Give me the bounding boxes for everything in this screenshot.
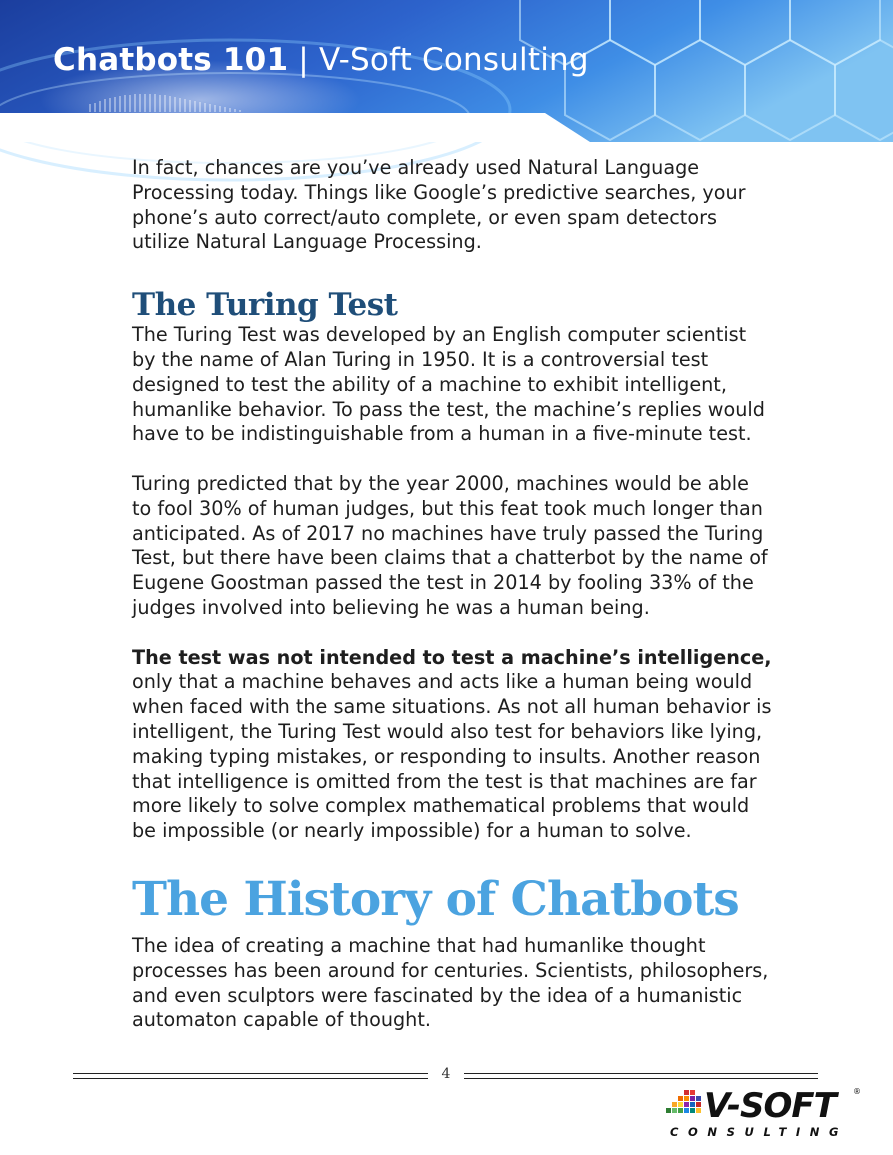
history-paragraph-1: The idea of creating a machine that had humanlike thought processes has been around for centuries. Scientists, philosophers, and even sculptors were fascinated by the idea of a humanistic automaton capable of thought.	[132, 933, 769, 1032]
turing-paragraph-2: Turing predicted that by the year 2000, machines would be able to fool 30% of human judges, but this feat took much longer than anticipated. As of 2017 no machines have truly passed the Turing Test, but there have been claims that a chatterbot by the name of Eugene Goostman passed the test in 2014 by fooling 33% of the judges involved into believing he was a human being.	[132, 471, 768, 619]
page-number: 4	[441, 1066, 451, 1082]
v-soft-logo-graphic	[664, 1084, 860, 1140]
intro-paragraph: In fact, chances are you’ve already used Natural Language Processing today. Things like Google’s predictive searches, your phone’s auto correct/auto complete, or even spam detectors utilize Natural Language Processing.	[132, 156, 746, 254]
turing-test-heading: The Turing Test	[132, 287, 398, 324]
header-title-separator: |	[298, 42, 309, 78]
turing-paragraph-3-text: only that a machine behaves and acts like a human being would when faced with the same situations. As not all human behavior is intelligent, the Turing Test would also test for behaviors like lying, making typing mistakes, or responding to insults. Another reason that intelligence is omitted from the test is that machines are far more likely to solve complex mathematical problems that would be impossible (or nearly impossible) for a human to solve.	[132, 670, 772, 843]
header-title-bold: Chatbots 101	[53, 42, 289, 78]
history-heading: The History of Chatbots	[132, 871, 739, 927]
pixel-mosaic-icon	[666, 1090, 701, 1113]
logo-subtext: CONSULTING	[670, 1125, 849, 1139]
footer-rule-right	[464, 1073, 818, 1079]
page-content	[132, 156, 772, 1033]
header-title	[53, 42, 589, 78]
header-banner	[0, 0, 893, 142]
registered-mark-icon: ®	[853, 1087, 861, 1096]
v-soft-logo	[664, 1084, 860, 1140]
footer-rule-left	[73, 1073, 428, 1079]
turing-paragraph-1: The Turing Test was developed by an English computer scientist by the name of Alan Turing in 1950. It is a controversial test designed to test the ability of a machine to exhibit intelligent, humanlike behavior. To pass the test, the machine’s replies would have to be indistinguishable from a human in a five-minute test.	[132, 323, 765, 446]
logo-wordmark: V-SOFT	[704, 1086, 836, 1126]
turing-paragraph-3-bold: The test was not intended to test a machine’s intelligence,	[132, 645, 772, 669]
turing-paragraph-3	[132, 646, 772, 844]
header-title-rest: V-Soft Consulting	[319, 42, 589, 78]
